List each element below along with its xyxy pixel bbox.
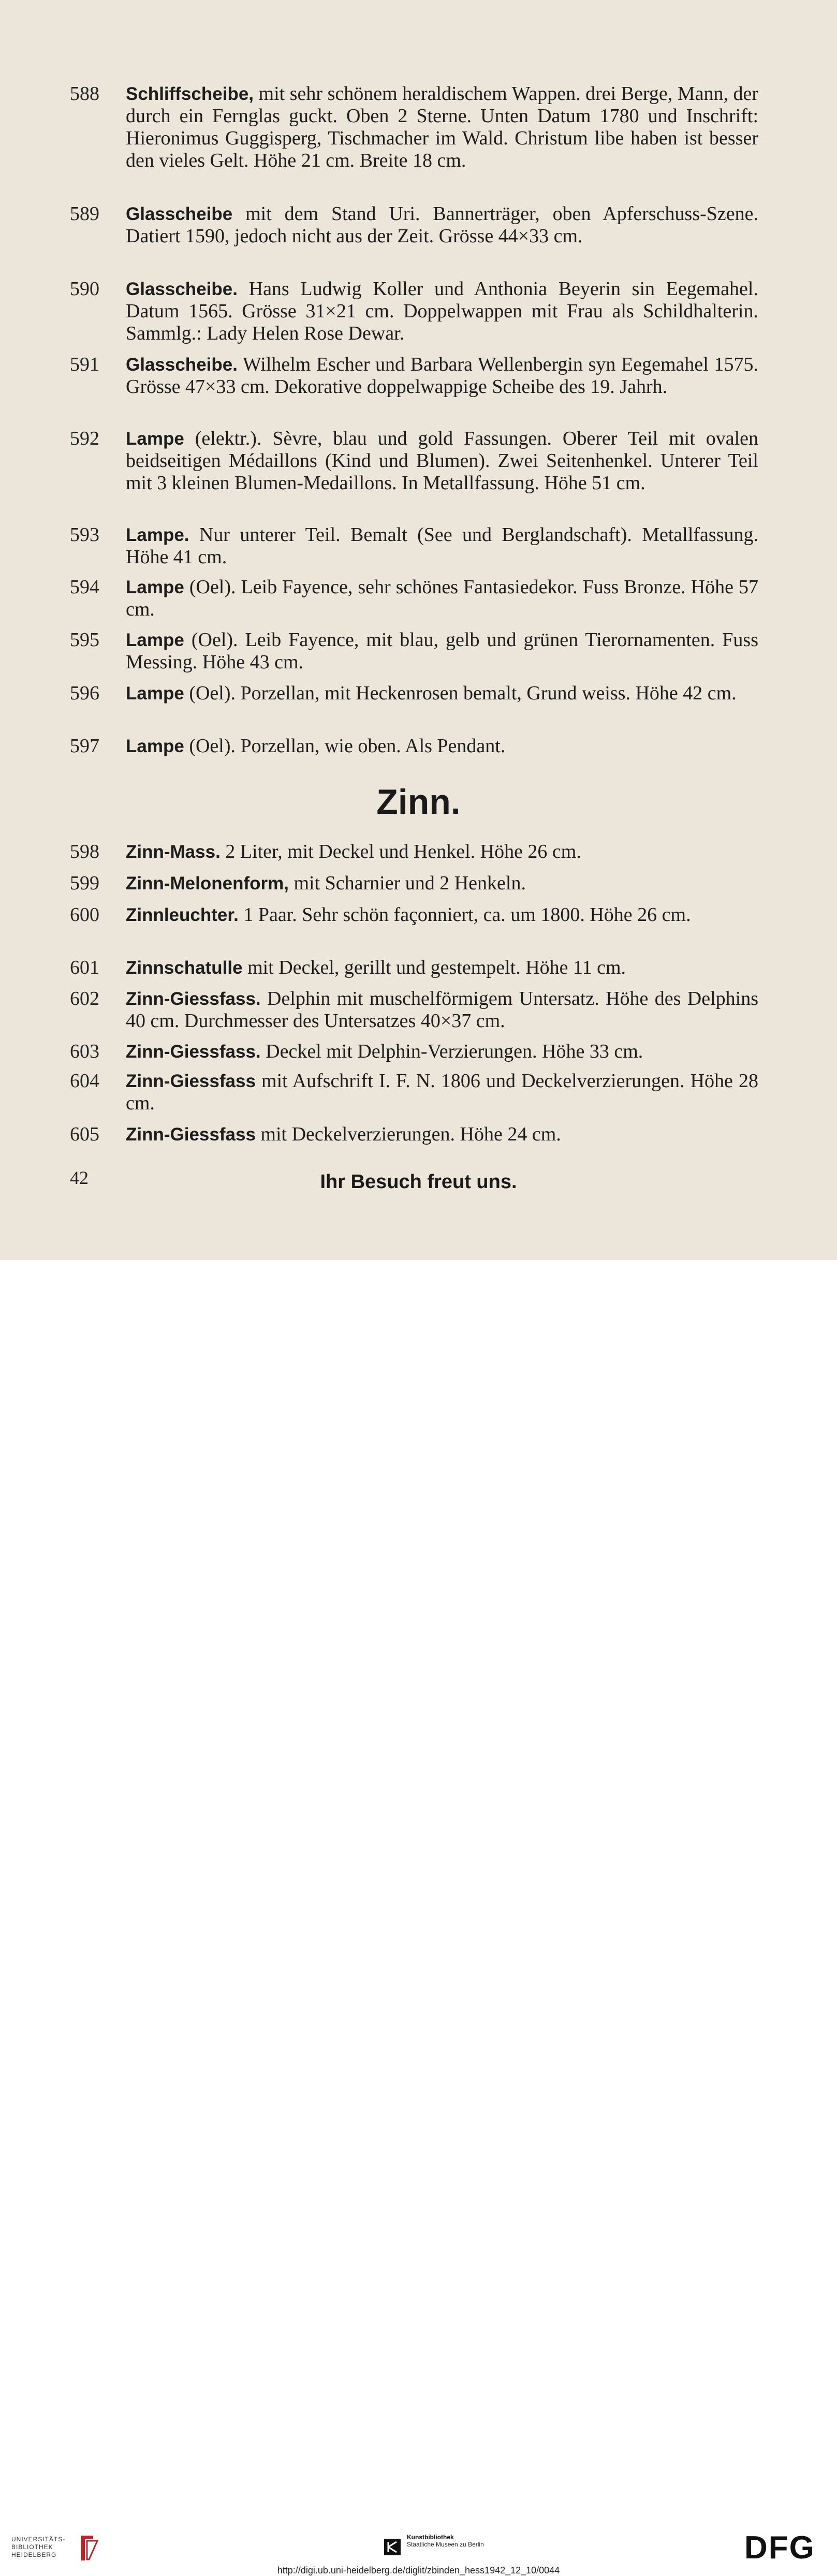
entry-text bbox=[126, 841, 758, 863]
entry-text bbox=[126, 576, 758, 621]
entry-title: Zinnleuchter. bbox=[126, 905, 239, 925]
kunstbibliothek-subtitle: Staatliche Museen zu Berlin bbox=[407, 2541, 484, 2548]
entry-title: Lampe bbox=[126, 577, 184, 597]
uni-line-1: UNIVERSITÄTS- bbox=[11, 2536, 66, 2543]
entry-number: 600 bbox=[70, 904, 99, 926]
entry-description: mit sehr schönem heraldischem Wappen. drei Berge, Mann, der durch ein Fernglas guckt. Oben 2 Sterne. Unten Datum 1780 und Inschrift: Hieronimus Guggisperg, Tischmacher im Wald. Christum libe haben ist besser den vieles Gelt. Höhe 21 cm. Breite 18 cm. bbox=[126, 83, 758, 171]
dfg-logo[interactable]: DFG bbox=[744, 2530, 815, 2566]
entry-text bbox=[126, 278, 758, 345]
entry-number: 598 bbox=[70, 841, 99, 862]
entry-text bbox=[126, 524, 758, 568]
entry-description: mit Scharnier und 2 Henkeln. bbox=[288, 872, 526, 894]
page-number: 42 bbox=[70, 1167, 89, 1188]
entry-description: (Oel). Leib Fayence, sehr schönes Fantasiedekor. Fuss Bronze. Höhe 57 cm. bbox=[126, 576, 758, 620]
entry-description: Delphin mit muschelförmigem Untersatz. Höhe des Delphins 40 cm. Durchmesser des Untersatzes 40×37 cm. bbox=[126, 988, 758, 1032]
entry-text bbox=[126, 428, 758, 494]
entry-description: mit Deckel, gerillt und gestempelt. Höhe 11 cm. bbox=[242, 957, 626, 978]
entry-title: Zinn-Giessfass. bbox=[126, 1042, 261, 1062]
kunstbibliothek-emblem-icon bbox=[383, 2538, 402, 2556]
entry-title: Zinn-Giessfass bbox=[126, 1124, 256, 1145]
entry-description: Nur unterer Teil. Bemalt (See und Berglandschaft). Metallfassung. Höhe 41 cm. bbox=[126, 524, 758, 568]
entry-description: (elektr.). Sèvre, blau und gold Fassungen. Oberer Teil mit ovalen beidseitigen Médaillons (Kind und Blumen). Zwei Seitenhenkel. Unterer Teil mit 3 kleinen Blumen-Medaillons. In Metallfassung. Höhe 51 cm. bbox=[126, 428, 758, 494]
entry-number: 603 bbox=[70, 1041, 99, 1062]
entry-description: Deckel mit Delphin-Verzierungen. Höhe 33 cm. bbox=[260, 1041, 643, 1062]
viewer-footer bbox=[0, 1260, 837, 2575]
entry-text bbox=[126, 1070, 758, 1115]
entry-title: Glasscheibe. bbox=[126, 279, 238, 299]
entry-text bbox=[126, 957, 758, 979]
uni-line-3: HEIDELBERG bbox=[11, 2551, 57, 2558]
entry-text bbox=[126, 1041, 758, 1063]
entry-text bbox=[126, 1123, 758, 1146]
permalink-link[interactable]: http://digi.ub.uni-heidelberg.de/diglit/zbinden_hess1942_12_10/0044 bbox=[277, 2565, 560, 2575]
entry-text bbox=[126, 904, 758, 926]
footer-tagline: Ihr Besuch freut uns. bbox=[320, 1171, 517, 1193]
entry-title: Zinnschatulle bbox=[126, 958, 243, 978]
entry-description: (Oel). Porzellan, wie oben. Als Pendant. bbox=[184, 735, 506, 757]
entry-title: Glasscheibe bbox=[126, 204, 233, 224]
entry-title: Lampe bbox=[126, 630, 184, 650]
entry-text bbox=[126, 203, 758, 247]
entry-number: 599 bbox=[70, 872, 99, 894]
entry-title: Glasscheibe. bbox=[126, 355, 238, 375]
entry-text bbox=[126, 354, 758, 398]
entry-title: Zinn-Melonenform, bbox=[126, 873, 289, 894]
entry-description: 2 Liter, mit Deckel und Henkel. Höhe 26 cm. bbox=[220, 841, 581, 862]
entry-number: 595 bbox=[70, 629, 99, 651]
permalink bbox=[0, 2565, 837, 2576]
uni-emblem-icon bbox=[78, 2534, 100, 2563]
uni-line-2: BIBLIOTHEK bbox=[11, 2543, 53, 2551]
scanned-page bbox=[0, 0, 837, 1260]
kunstbibliothek-logo[interactable] bbox=[383, 2530, 518, 2562]
entry-text bbox=[126, 872, 758, 895]
entry-number: 602 bbox=[70, 988, 99, 1009]
entry-number: 596 bbox=[70, 682, 99, 704]
entry-title: Lampe. bbox=[126, 525, 189, 545]
entry-description: Wilhelm Escher und Barbara Wellenbergin syn Eegemahel 1575. Grösse 47×33 cm. Dekorative doppelwappige Scheibe des 19. Jahrh. bbox=[126, 354, 758, 398]
entry-number: 604 bbox=[70, 1070, 99, 1092]
entry-text bbox=[126, 83, 758, 172]
entry-title: Zinn-Mass. bbox=[126, 842, 221, 862]
entry-number: 589 bbox=[70, 203, 99, 225]
kunstbibliothek-title: Kunstbibliothek bbox=[407, 2534, 454, 2541]
entry-number: 594 bbox=[70, 576, 99, 598]
university-library-logo[interactable] bbox=[11, 2531, 105, 2569]
entry-title: Zinn-Giessfass bbox=[126, 1071, 256, 1091]
entry-description: mit Aufschrift I. F. N. 1806 und Deckelverzierungen. Höhe 28 cm. bbox=[126, 1070, 758, 1114]
entry-number: 605 bbox=[70, 1123, 99, 1145]
entry-number: 601 bbox=[70, 957, 99, 978]
entry-title: Lampe bbox=[126, 429, 184, 449]
entry-title: Lampe bbox=[126, 736, 184, 756]
entry-text bbox=[126, 735, 758, 757]
entry-title: Schliffscheibe, bbox=[126, 84, 254, 104]
entry-title: Lampe bbox=[126, 683, 184, 704]
entry-description: (Oel). Porzellan, mit Heckenrosen bemalt, Grund weiss. Höhe 42 cm. bbox=[184, 682, 737, 704]
entry-text bbox=[126, 988, 758, 1032]
section-heading: Zinn. bbox=[376, 782, 461, 822]
entry-number: 588 bbox=[70, 83, 99, 105]
entry-number: 593 bbox=[70, 524, 99, 546]
entry-description: (Oel). Leib Fayence, mit blau, gelb und grünen Tierornamenten. Fuss Messing. Höhe 43 cm. bbox=[126, 629, 758, 673]
entry-text bbox=[126, 629, 758, 674]
entry-description: Hans Ludwig Koller und Anthonia Beyerin sin Eegemahel. Datum 1565. Grösse 31×21 cm. Doppelwappen mit Frau als Schildhalterin. Sammlg.: Lady Helen Rose Dewar. bbox=[126, 278, 758, 344]
entry-description: 1 Paar. Sehr schön façonniert, ca. um 1800. Höhe 26 cm. bbox=[238, 904, 691, 926]
entry-description: mit dem Stand Uri. Bannerträger, oben Apferschuss-Szene. Datiert 1590, jedoch nicht aus der Zeit. Grösse 44×33 cm. bbox=[126, 203, 758, 247]
entry-number: 592 bbox=[70, 428, 99, 449]
entry-number: 597 bbox=[70, 735, 99, 757]
entry-title: Zinn-Giessfass. bbox=[126, 989, 261, 1009]
entry-number: 591 bbox=[70, 354, 99, 375]
entry-number: 590 bbox=[70, 278, 99, 300]
entry-description: mit Deckelverzierungen. Höhe 24 cm. bbox=[255, 1123, 561, 1145]
entry-text bbox=[126, 682, 758, 705]
